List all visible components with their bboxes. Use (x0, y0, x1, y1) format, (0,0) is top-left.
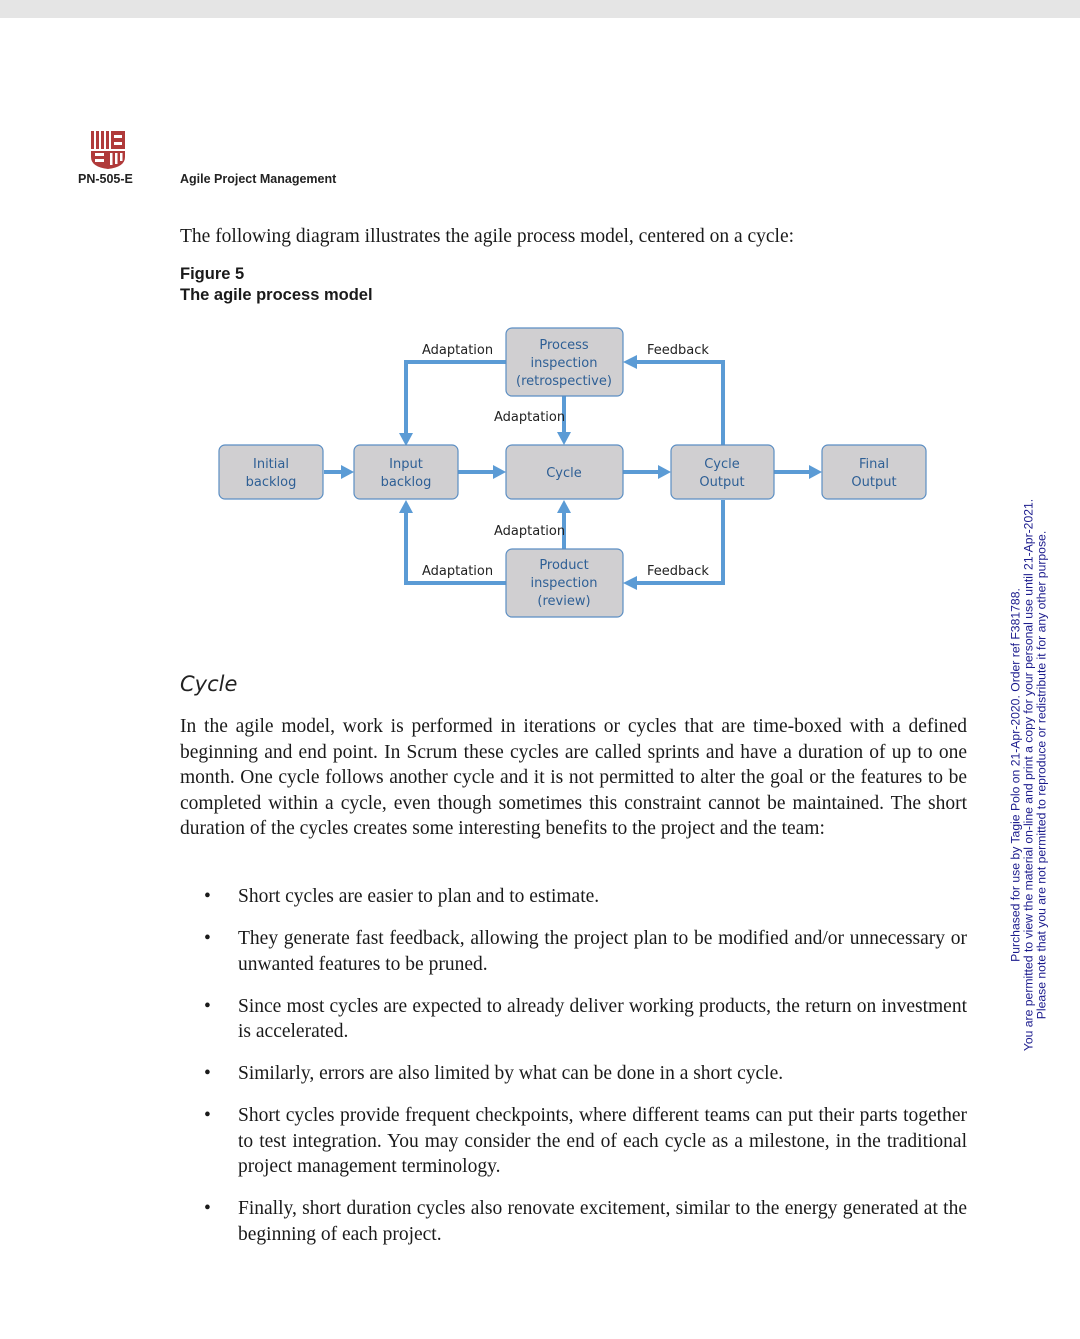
watermark-line: You are permitted to view the material on-line and print a copy for your personal use until 21-Apr-2021. (1021, 498, 1036, 1052)
label-adaptation-top-center: Adaptation (494, 410, 566, 425)
bullet-icon: • (204, 1198, 211, 1219)
node-text: Product (539, 558, 589, 573)
node-text: (review) (537, 594, 591, 609)
node-text: Final (859, 457, 889, 472)
figure-number: Figure 5 (180, 265, 245, 283)
watermark-line: Please note that you are not permitted to reproduce or redistribute it for any other purpose. (1034, 530, 1049, 1020)
node-text: inspection (530, 576, 598, 591)
document-code: PN-505-E (78, 172, 133, 186)
watermark-line: Purchased for use by Tagie Polo on 21-Apr-2020. Order ref F381788. (1008, 588, 1023, 962)
list-item-text: Similarly, errors are also limited by what can be done in a short cycle. (238, 1063, 784, 1084)
node-text: backlog (380, 475, 432, 490)
node-cycle (506, 445, 623, 499)
label-adaptation-bottom-center: Adaptation (494, 524, 566, 539)
intro-sentence: The following diagram illustrates the agile process model, centered on a cycle: (180, 226, 795, 247)
node-input-backlog (354, 445, 458, 499)
list-item (180, 926, 967, 977)
node-text: Process (539, 338, 589, 353)
node-initial-backlog (219, 445, 323, 499)
node-text: Cycle (704, 457, 740, 472)
list-item (180, 994, 967, 1045)
list-item (180, 884, 967, 910)
running-header-title: Agile Project Management (180, 172, 337, 186)
node-final-output (822, 445, 926, 499)
node-product-inspection (506, 549, 623, 617)
node-text: Input (389, 457, 423, 472)
node-text: Initial (253, 457, 289, 472)
label-adaptation-bottom-left: Adaptation (422, 564, 494, 579)
list-item-text: Since most cycles are expected to already deliver working products, the return on investment is accelerated. (238, 995, 967, 1042)
agile-process-diagram (0, 0, 1080, 640)
list-item (180, 1196, 967, 1247)
list-item (180, 1103, 967, 1180)
label-feedback-bottom-right: Feedback (647, 564, 709, 579)
body-paragraph: In the agile model, work is performed in iterations or cycles that are time-boxed with a defined beginning and end point. In Scrum these cycles are called sprints and have a duration of up to one month. One cycle follows another cycle and it is not permitted to alter the goal or the features to be completed within a cycle, even though sometimes this constraint cannot be maintained. The short duration of the cycles creates some interesting benefits to the project and the team: (180, 716, 967, 839)
arrow-process-to-input (406, 362, 506, 435)
node-text: inspection (530, 356, 598, 371)
benefits-list (180, 884, 967, 1264)
node-text: Cycle (546, 466, 582, 481)
bullet-icon: • (204, 1105, 211, 1126)
figure-title: The agile process model (180, 286, 373, 304)
list-item-text: Short cycles are easier to plan and to estimate. (238, 886, 600, 907)
section-heading: Cycle (180, 672, 238, 696)
list-item-text: Short cycles provide frequent checkpoints, where different teams can put their parts together to test integration. You may consider the end of each cycle as a milestone, in the traditional project management terminology. (238, 1105, 967, 1177)
node-text: Output (851, 475, 897, 490)
node-cycle-output (671, 445, 774, 499)
node-text: backlog (245, 475, 297, 490)
node-text: Output (699, 475, 745, 490)
bullet-icon: • (204, 1063, 211, 1084)
bullet-icon: • (204, 995, 211, 1017)
bullet-icon: • (204, 928, 211, 949)
label-adaptation-top-left: Adaptation (422, 343, 494, 358)
node-text: (retrospective) (516, 374, 612, 389)
list-item (180, 1061, 967, 1087)
list-item-text: Finally, short duration cycles also renovate excitement, similar to the energy generated at the beginning of each project. (238, 1198, 967, 1245)
list-item-text: They generate fast feedback, allowing the project plan to be modified and/or unnecessary or unwanted features to be pruned. (238, 928, 967, 975)
label-feedback-top-right: Feedback (647, 343, 709, 358)
node-process-inspection (506, 328, 623, 396)
bullet-icon: • (204, 886, 211, 907)
arrow-output-to-process (637, 362, 723, 446)
